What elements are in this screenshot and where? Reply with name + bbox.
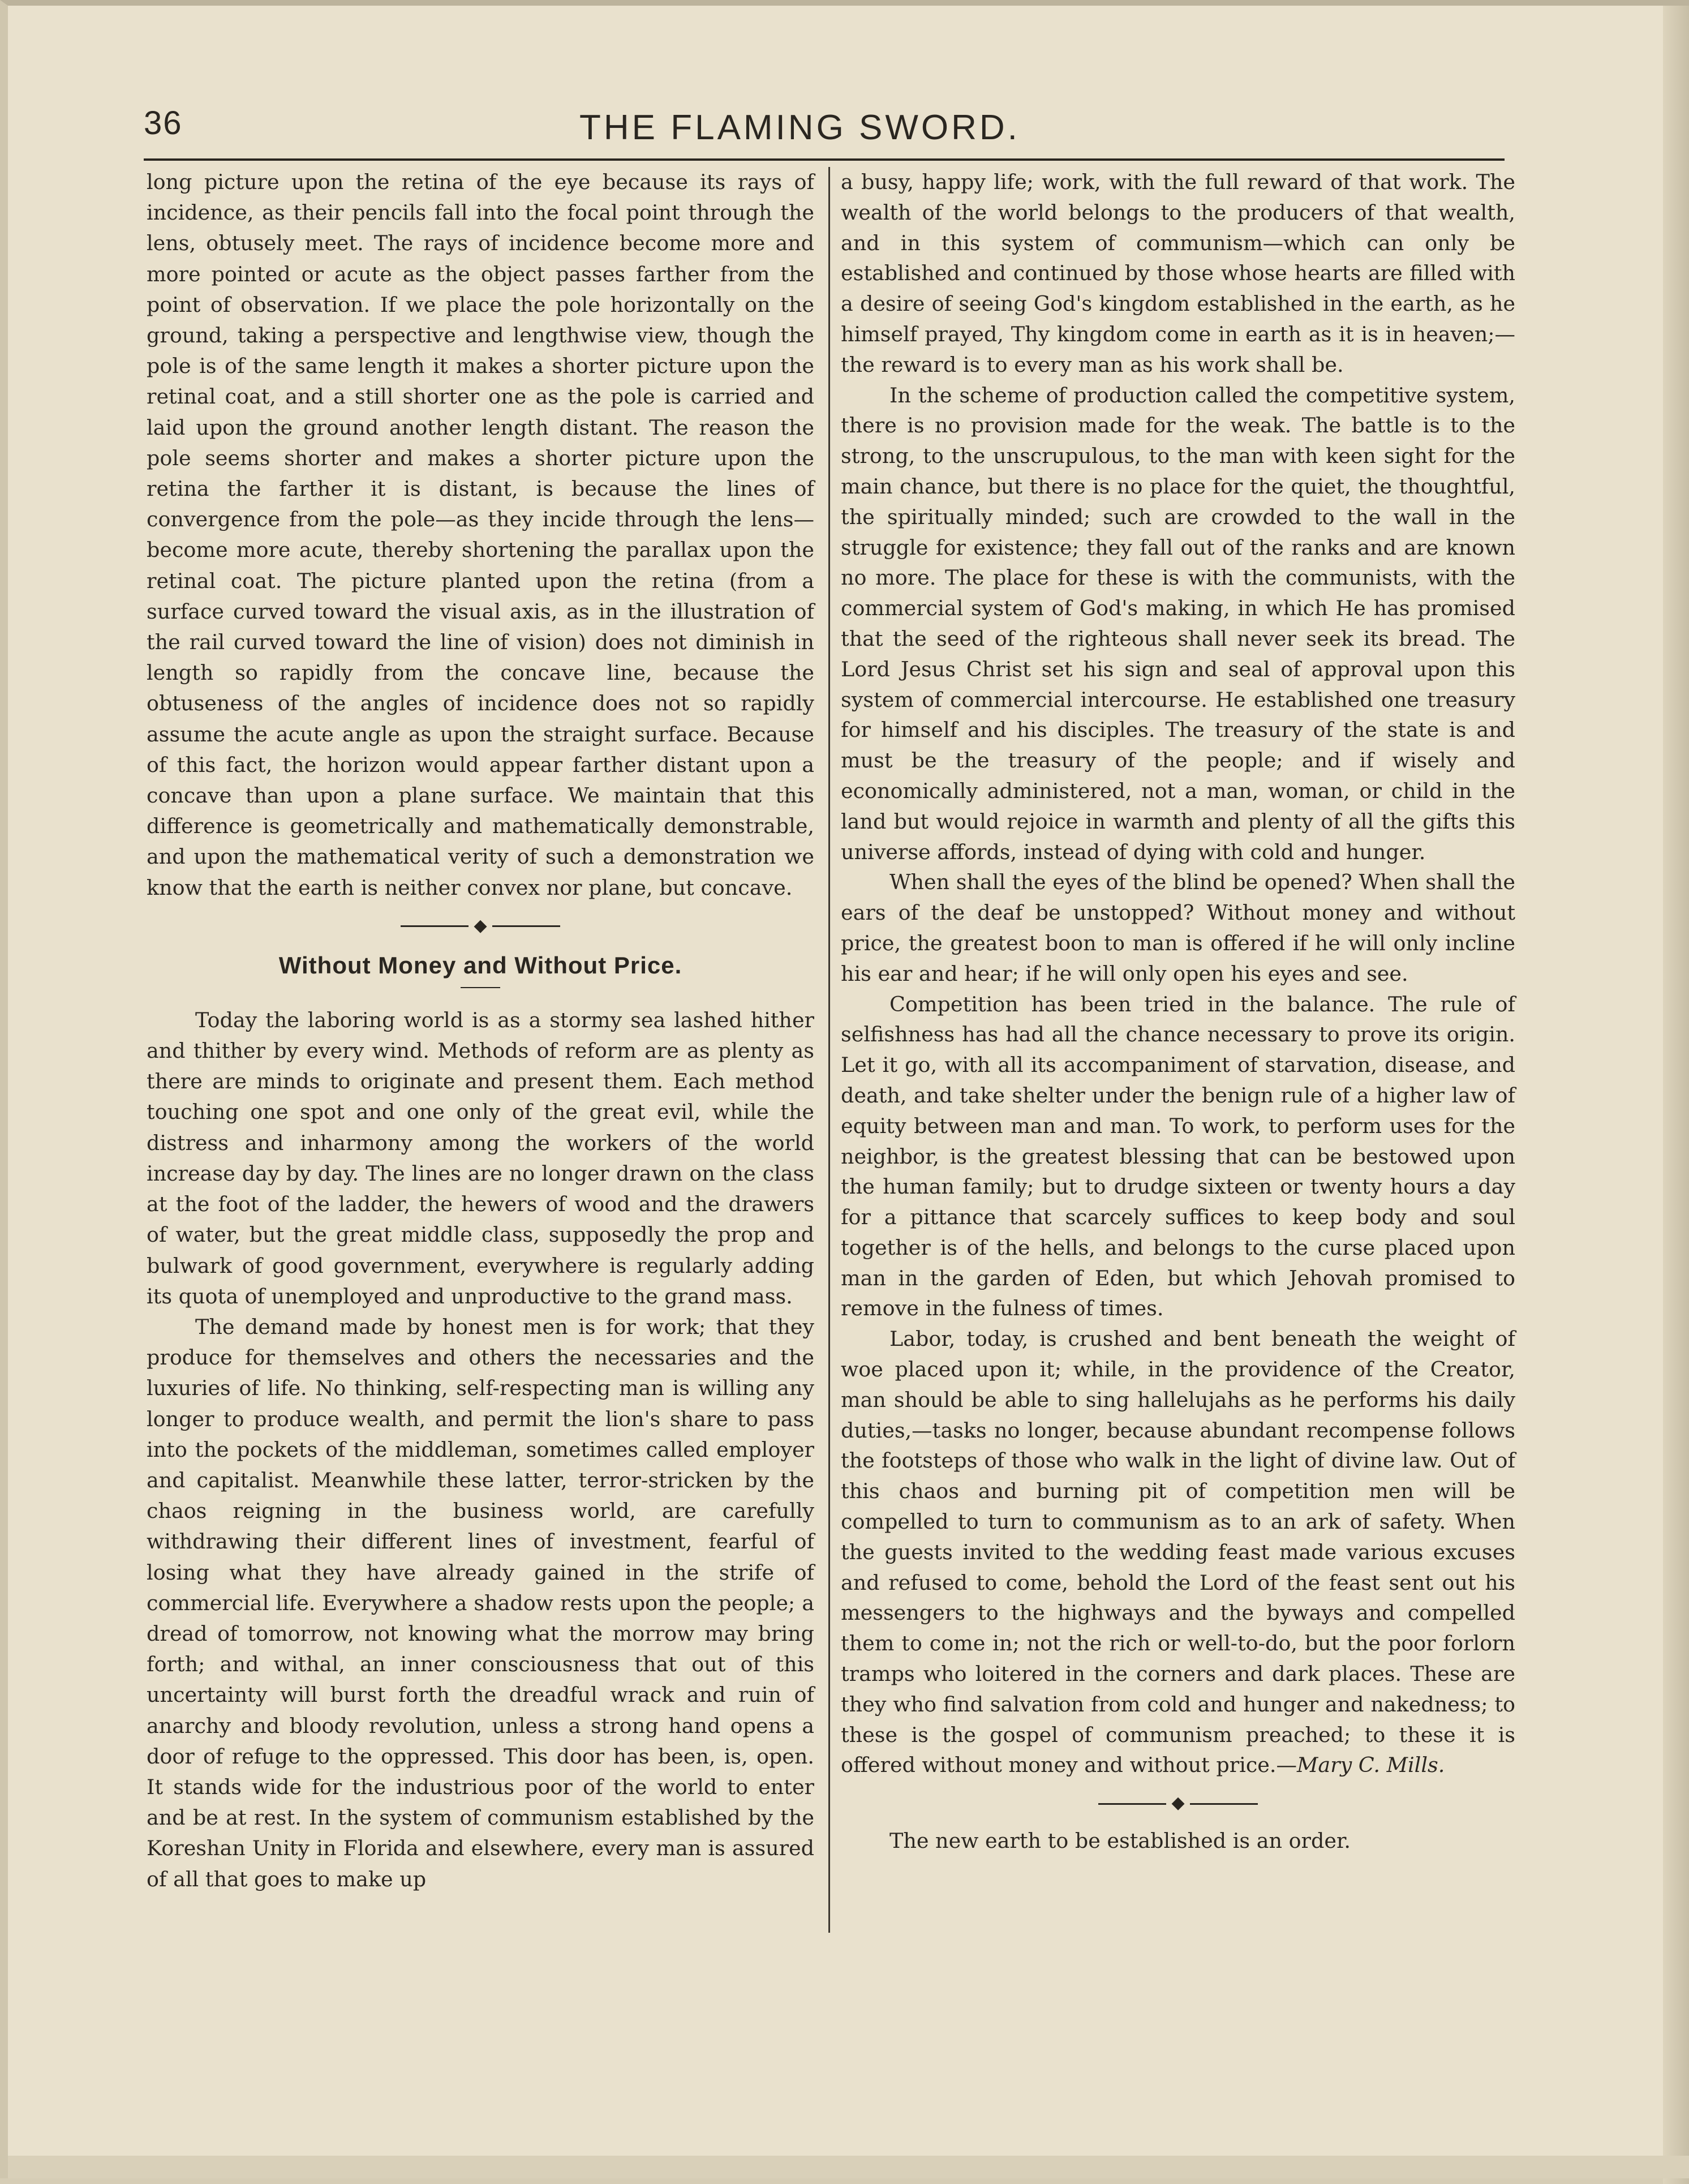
article-paragraph: [841, 1324, 1515, 1780]
article-paragraph: When shall the eyes of the blind be opened? When shall the ears of the deaf be unstopped? Without money and without price, the greatest boon to man is offered if he will only incline his ear and hear; if he will only open his eyes and see.: [841, 870, 1515, 986]
article-paragraph: Competition has been tried in the balance. The rule of selfishness has had all the chance necessary to prove its origin. Let it go, with all its accompaniment of starvation, disease, and death, and take shelter under the benign rule of a higher law of equity between man and man. To work, to perform uses for the neighbor, is the greatest blessing that can be bestowed upon the human family; but to drudge sixteen or twenty hours a day for a pittance that scarcely suffices to keep body and soul together is of the hells, and belongs to the curse placed upon man in the garden of Eden, but which Jehovah promised to remove in the fulness of times.: [841, 992, 1515, 1321]
section-ornament: [147, 915, 814, 937]
section-ornament: [841, 1792, 1515, 1814]
page-bottom-edge: [8, 2156, 1689, 2178]
author-signature: Mary C. Mills.: [1297, 1753, 1445, 1778]
closing-line: The new earth to be established is an order.: [889, 1829, 1351, 1853]
journal-title: THE FLAMING SWORD.: [579, 108, 1020, 147]
article-paragraph: The demand made by honest men is for work; that they produce for themselves and others the necessaries and the luxuries of life. No thinking, self-respecting man is willing any longer to produce wealth, and permit the lion's share to pass into the pockets of the middleman, sometimes called employer and capitalist. Meanwhile these latter, terror-stricken by the chaos reigning in the business world, are carefully withdrawing their different lines of investment, fearful of losing what they have already gained in the strife of commercial life. Everywhere a shadow rests upon the people; a dread of tomorrow, not knowing what the morrow may bring forth; and withal, an inner consciousness that out of this uncertainty will burst forth the dreadful wrack and ruin of anarchy and bloody revolution, unless a strong hand opens a door of refuge to the oppressed. This door has been, is, open. It stands wide for the industrious poor of the world to enter and be at rest. In the system of communism established by the Koreshan Unity in Florida and elsewhere, every man is assured of all that goes to make up: [147, 1314, 814, 1891]
title-rule: [461, 987, 500, 988]
paragraph-text: Labor, today, is crushed and bent beneath the weight of woe placed upon it; while, in the providence of the Creator, man should be able to sing hallelujahs as he performs his daily duties,—tasks no longer, because abundant recompense follows the footsteps of those who walk in the light of divine law. Out of this chaos and burning pit of competition men will be compelled to turn to communism as to an ark of safety. When the guests invited to the wedding feast made various excuses and refused to come, behold the Lord of the feast sent out his messengers to the highways and the byways and compelled them to come in; not the rich or well-to-do, but the poor forlorn tramps who loitered in the corners and dark places. These are they who find salvation from cold and hunger and nakedness; to these is the gospel of communism preached; to these it is offered without money and without price.—: [841, 1327, 1515, 1778]
continued-paragraph: long picture upon the retina of the eye because its rays of incidence, as their pencils fall into the focal point through the lens, obtusely meet. The rays of incidence become more and more pointed or acute as the object passes farther from the point of observation. If we place the pole horizontally on the ground, taking a perspective and lengthwise view, though the pole is of the same length it makes a shorter picture upon the retinal coat, and a still shorter one as the pole is carried and laid upon the ground another length distant. The reason the pole seems shorter and makes a shorter picture upon the retina the farther it is distant, is because the lines of convergence from the pole—as they incide through the lens—become more acute, thereby shortening the parallax upon the retinal coat. The picture planted upon the retina (from a surface curved toward the visual axis, as in the illustration of the rail curved toward the line of vision) does not diminish in length so rapidly from the concave line, because the obtuseness of the angles of incidence does not so rapidly assume the acute angle as upon the straight surface. Because of this fact, the horizon would appear farther distant upon a concave than upon a plane surface. We maintain that this difference is geometrically and mathematically demonstrable, and upon the mathematical verity of such a demonstration we know that the earth is neither convex nor plane, but concave.: [147, 170, 814, 900]
article-paragraph: Today the laboring world is as a stormy sea lashed hither and thither by every wind. Methods of reform are as plenty as there are minds to originate and present them. Each method touching one spot and one only of the great evil, while the distress and inharmony among the workers of the world increase day by day. The lines are no longer drawn on the class at the foot of the ladder, the hewers of wood and the drawers of water, but the great middle class, supposedly the prop and bulwark of good government, everywhere is regularly adding its quota of unemployed and unproductive to the grand mass.: [147, 1007, 814, 1308]
column-divider: [828, 167, 830, 1933]
right-column: [841, 167, 1515, 1856]
article-title: Without Money and Without Price.: [278, 951, 682, 979]
article-paragraph: In the scheme of production called the competitive system, there is no provision made for the weak. The battle is to the strong, to the unscrupulous, to the man with keen sight for the main chance, but there is no place for the quiet, the thoughtful, the spiritually minded; such are crowded to the wall in the struggle for existence; they fall out of the ranks and are known no more. The place for these is with the communists, with the commercial system of God's making, in which He has promised that the seed of the righteous shall never seek its bread. The Lord Jesus Christ set his sign and seal of approval upon this system of commercial intercourse. He established one treasury for himself and his disciples. The treasury of the state is and must be the treasury of the people; and if wisely and economically administered, not a man, woman, or child in the land but would rejoice in warmth and plenty of all the gifts this universe affords, instead of dying with cold and hunger.: [841, 383, 1515, 864]
ornament-diamond-icon: ◆: [474, 915, 487, 936]
article-paragraph: a busy, happy life; work, with the full reward of that work. The wealth of the world belongs to the producers of that wealth, and in this system of communism—which can only be established and continued by those whose hearts are filled with a desire of seeing God's kingdom established in the earth, as he himself prayed, Thy kingdom come in earth as it is in heaven;—the reward is to every man as his work shall be.: [841, 170, 1515, 377]
page-number: 36: [144, 105, 183, 141]
left-column: [147, 167, 814, 1895]
ornament-diamond-icon: ◆: [1171, 1793, 1185, 1813]
page-edge: [1663, 6, 1689, 2184]
page-header: [144, 96, 1505, 161]
